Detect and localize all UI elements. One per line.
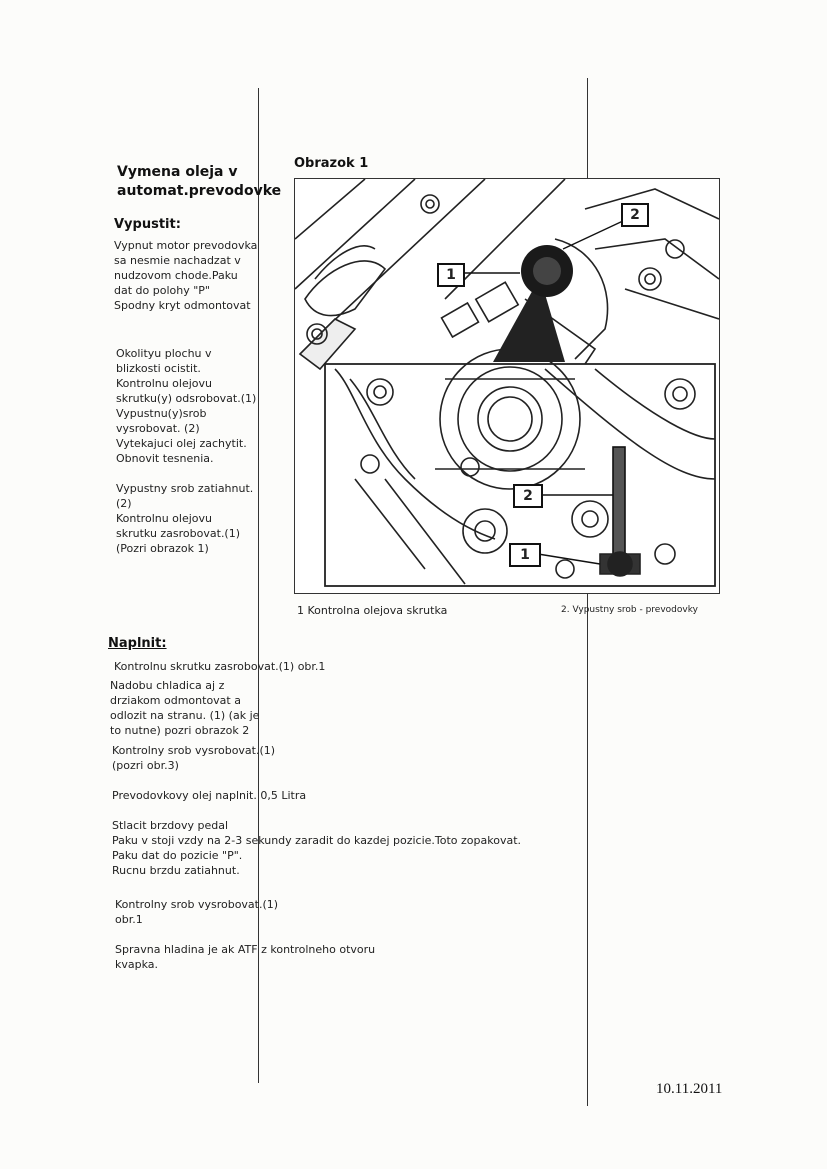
callout-box-1-lower (509, 543, 541, 567)
column-divider-left (258, 88, 259, 1083)
text-line: Kontrolny srob vysrobovat.(1) (112, 744, 276, 757)
callout-box-2-lower (513, 484, 543, 508)
naplnit-paragraph-f (115, 942, 375, 972)
text-line: skrutku(y) odsrobovat.(1) (116, 392, 257, 405)
text-line: Spodny kryt odmontovat (114, 299, 251, 312)
text-line: Vytekajuci olej zachytit. (116, 437, 247, 450)
figure-title: Obrazok 1 (294, 156, 369, 171)
title-line: automat.prevodovke (117, 183, 282, 199)
text-line: blizkosti ocistit. (116, 362, 201, 375)
naplnit-line-1: Kontrolnu skrutku zasrobovat.(1) obr.1 (114, 660, 326, 673)
text-line: Kontrolnu olejovu (116, 512, 213, 525)
text-line: sa nesmie nachadzat v (114, 254, 241, 267)
text-line: Paku dat do pozicie "P". (112, 849, 243, 862)
naplnit-paragraph-c: Prevodovkovy olej naplnit. 0,5 Litra (112, 789, 307, 802)
text-line: Kontrolnu olejovu (116, 377, 213, 390)
callout-number: 1 (446, 267, 456, 283)
document-date: 10.11.2011 (656, 1081, 723, 1097)
text-line: Stlacit brzdovy pedal (112, 819, 229, 832)
text-line: Paku v stoji vzdy na 2-3 sekundy zaradit do kazdej pozicie.Toto zopakovat. (112, 834, 522, 847)
callout-number: 2 (523, 488, 533, 504)
callout-box-2 (621, 203, 649, 227)
page-title (117, 163, 281, 201)
transmission-diagram (295, 179, 719, 593)
naplnit-paragraph-b (112, 743, 275, 773)
section-heading-vypustit: Vypustit: (114, 217, 181, 232)
callout-number: 1 (520, 547, 530, 563)
text-line: odlozit na stranu. (1) (ak je (110, 709, 260, 722)
section-heading-naplnit: Naplnit: (108, 636, 167, 651)
vypustit-paragraph-2 (116, 346, 256, 466)
text-line: Spravna hladina je ak ATF z kontrolneho otvoru (115, 943, 376, 956)
naplnit-paragraph-e (115, 897, 278, 927)
text-line: Nadobu chladica aj z (110, 679, 225, 692)
text-line: vysrobovat. (2) (116, 422, 200, 435)
text-line: (2) (116, 497, 132, 510)
text-line: (Pozri obrazok 1) (116, 542, 209, 555)
callout-number: 2 (630, 207, 640, 223)
figure-obrazok-1 (294, 178, 720, 594)
naplnit-paragraph-a (110, 678, 259, 738)
text-line: kvapka. (115, 958, 159, 971)
text-line: (pozri obr.3) (112, 759, 179, 772)
text-line: Vypustnu(y)srob (116, 407, 207, 420)
text-line: Kontrolny srob vysrobovat.(1) (115, 898, 279, 911)
vypustit-paragraph-1 (114, 238, 257, 313)
text-line: Obnovit tesnenia. (116, 452, 214, 465)
text-line: Okolityu plochu v (116, 347, 212, 360)
text-line: drziakom odmontovat a (110, 694, 241, 707)
callout-box-1 (437, 263, 465, 287)
text-line: nudzovom chode.Paku (114, 269, 238, 282)
vypustit-paragraph-3 (116, 481, 253, 556)
figure-caption-left: 1 Kontrolna olejova skrutka (297, 604, 448, 617)
text-line: dat do polohy "P" (114, 284, 210, 297)
text-line: obr.1 (115, 913, 143, 926)
naplnit-paragraph-d (112, 818, 521, 878)
figure-caption-right: 2. Vypustny srob - prevodovky (561, 605, 698, 615)
text-line: Rucnu brzdu zatiahnut. (112, 864, 240, 877)
title-line: Vymena oleja v (117, 164, 238, 180)
text-line: to nutne) pozri obrazok 2 (110, 724, 250, 737)
text-line: Vypnut motor prevodovka (114, 239, 258, 252)
text-line: skrutku zasrobovat.(1) (116, 527, 241, 540)
text-line: Vypustny srob zatiahnut. (116, 482, 254, 495)
